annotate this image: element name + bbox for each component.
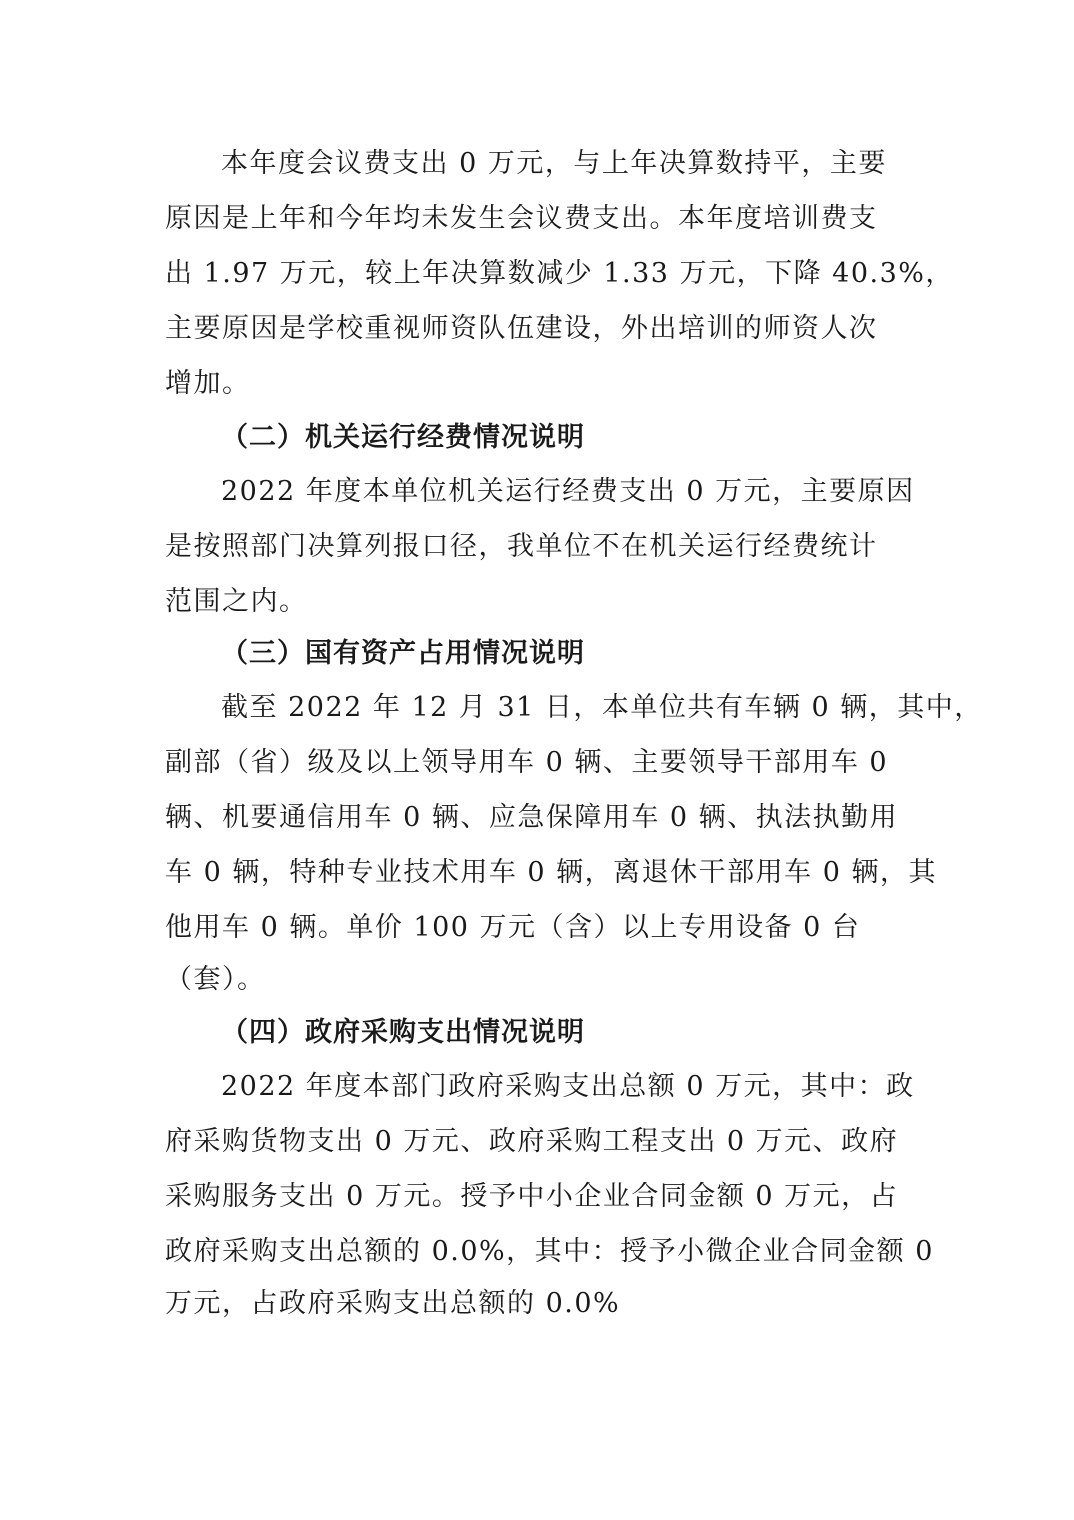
paragraph-line: 万元，占政府采购支出总额的 0.0% (165, 1288, 621, 1319)
paragraph-line: 范围之内。 (165, 586, 308, 617)
paragraph-line: 截至 2022 年 12 月 31 日，本单位共有车辆 0 辆，其中， (221, 692, 983, 723)
paragraph-line: 政府采购支出总额的 0.0%，其中：授予小微企业合同金额 0 (165, 1236, 934, 1267)
section-heading-two: （二）机关运行经费情况说明 (221, 422, 585, 453)
paragraph-line: 车 0 辆，特种专业技术用车 0 辆，离退休干部用车 0 辆，其 (165, 857, 938, 888)
paragraph-line: 增加。 (165, 368, 251, 399)
paragraph-line: 采购服务支出 0 万元。授予中小企业合同金额 0 万元，占 (165, 1181, 899, 1212)
paragraph-line: 2022 年度本部门政府采购支出总额 0 万元，其中：政 (221, 1071, 915, 1102)
paragraph-line: 2022 年度本单位机关运行经费支出 0 万元，主要原因 (221, 476, 915, 507)
paragraph-line: 辆、机要通信用车 0 辆、应急保障用车 0 辆、执法执勤用 (165, 802, 899, 833)
paragraph-line: 是按照部门决算列报口径，我单位不在机关运行经费统计 (165, 531, 878, 562)
section-heading-three: （三）国有资产占用情况说明 (221, 638, 585, 669)
paragraph-line: （套）。 (165, 964, 266, 995)
paragraph-line: 出 1.97 万元，较上年决算数减少 1.33 万元，下降 40.3%， (165, 258, 954, 289)
paragraph-line: 原因是上年和今年均未发生会议费支出。本年度培训费支 (165, 203, 878, 234)
paragraph-line: 府采购货物支出 0 万元、政府采购工程支出 0 万元、政府 (165, 1126, 899, 1157)
paragraph-line: 本年度会议费支出 0 万元，与上年决算数持平，主要 (221, 148, 887, 179)
paragraph-line: 主要原因是学校重视师资队伍建设，外出培训的师资人次 (165, 313, 878, 344)
section-heading-four: （四）政府采购支出情况说明 (221, 1017, 585, 1048)
paragraph-line: 副部（省）级及以上领导用车 0 辆、主要领导干部用车 0 (165, 747, 889, 778)
paragraph-line: 他用车 0 辆。单价 100 万元（含）以上专用设备 0 台 (165, 912, 861, 943)
